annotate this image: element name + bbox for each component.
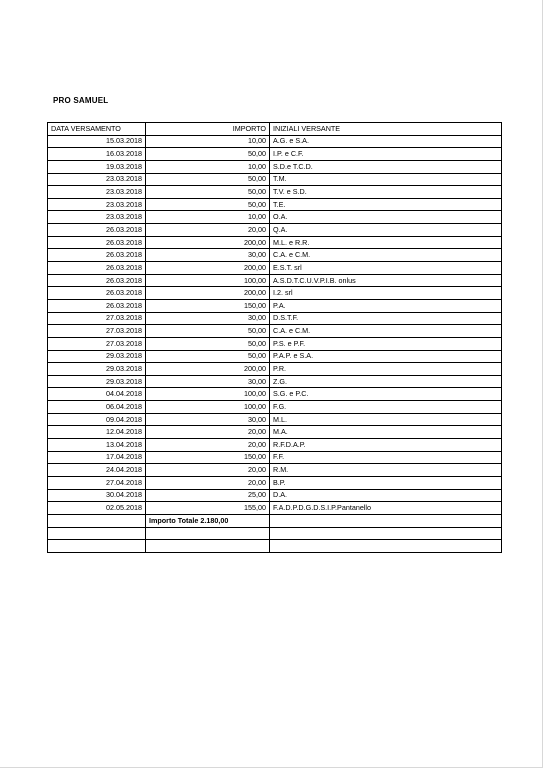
initials-cell: C.A. e C.M. <box>270 325 502 338</box>
table-row <box>48 337 502 350</box>
amount-cell: 10,00 <box>146 211 270 224</box>
amount-cell: 10,00 <box>146 135 270 148</box>
date-cell: 27.03.2018 <box>48 325 146 338</box>
date-cell: 13.04.2018 <box>48 439 146 452</box>
initials-cell: S.G. e P.C. <box>270 388 502 401</box>
date-cell: 16.03.2018 <box>48 148 146 161</box>
amount-cell: 50,00 <box>146 198 270 211</box>
date-cell: 29.03.2018 <box>48 375 146 388</box>
empty-cell <box>48 514 146 527</box>
amount-cell: 50,00 <box>146 186 270 199</box>
amount-cell: 200,00 <box>146 287 270 300</box>
table-row <box>48 312 502 325</box>
table-row <box>48 439 502 452</box>
initials-cell: I.2. srl <box>270 287 502 300</box>
amount-cell: 20,00 <box>146 224 270 237</box>
initials-cell: Q.A. <box>270 224 502 237</box>
donations-table <box>47 122 502 553</box>
amount-cell: 50,00 <box>146 337 270 350</box>
date-cell: 23.03.2018 <box>48 198 146 211</box>
initials-cell: S.D.e T.C.D. <box>270 160 502 173</box>
date-cell: 26.03.2018 <box>48 262 146 275</box>
amount-cell: 25,00 <box>146 489 270 502</box>
initials-cell: P.A.P. e S.A. <box>270 350 502 363</box>
initials-cell: F.F. <box>270 451 502 464</box>
table-row <box>48 350 502 363</box>
date-cell: 26.03.2018 <box>48 274 146 287</box>
empty-cell <box>48 540 146 553</box>
amount-cell: 150,00 <box>146 299 270 312</box>
date-cell: 23.03.2018 <box>48 211 146 224</box>
amount-cell: 155,00 <box>146 502 270 515</box>
empty-row <box>48 527 502 540</box>
date-cell: 26.03.2018 <box>48 224 146 237</box>
initials-cell: P.R. <box>270 363 502 376</box>
table-row <box>48 502 502 515</box>
empty-row <box>48 540 502 553</box>
date-cell: 17.04.2018 <box>48 451 146 464</box>
initials-cell: T.V. e S.D. <box>270 186 502 199</box>
date-cell: 24.04.2018 <box>48 464 146 477</box>
date-cell: 23.03.2018 <box>48 186 146 199</box>
initials-cell: M.A. <box>270 426 502 439</box>
column-header-initials: INIZIALI VERSANTE <box>270 123 502 136</box>
table-row <box>48 287 502 300</box>
column-header-date: DATA VERSAMENTO <box>48 123 146 136</box>
table-row <box>48 262 502 275</box>
initials-cell: F.A.D.P.D.G.D.S.I.P.Pantanello <box>270 502 502 515</box>
amount-cell: 50,00 <box>146 148 270 161</box>
amount-cell: 10,00 <box>146 160 270 173</box>
initials-cell: D.A. <box>270 489 502 502</box>
table-row <box>48 401 502 414</box>
date-cell: 02.05.2018 <box>48 502 146 515</box>
amount-cell: 30,00 <box>146 375 270 388</box>
initials-cell: R.M. <box>270 464 502 477</box>
empty-cell <box>146 540 270 553</box>
table-row <box>48 186 502 199</box>
table-header-row <box>48 123 502 136</box>
initials-cell: F.G. <box>270 401 502 414</box>
initials-cell: A.S.D.T.C.U.V.P.I.B. onlus <box>270 274 502 287</box>
empty-cell <box>270 540 502 553</box>
date-cell: 27.04.2018 <box>48 476 146 489</box>
amount-cell: 150,00 <box>146 451 270 464</box>
amount-cell: 100,00 <box>146 388 270 401</box>
table-row <box>48 363 502 376</box>
column-header-amount: IMPORTO <box>146 123 270 136</box>
date-cell: 29.03.2018 <box>48 363 146 376</box>
initials-cell: O.A. <box>270 211 502 224</box>
table-row <box>48 148 502 161</box>
amount-cell: 200,00 <box>146 262 270 275</box>
date-cell: 26.03.2018 <box>48 299 146 312</box>
initials-cell: E.S.T. srl <box>270 262 502 275</box>
table-row <box>48 451 502 464</box>
table-row <box>48 388 502 401</box>
amount-cell: 20,00 <box>146 464 270 477</box>
date-cell: 26.03.2018 <box>48 287 146 300</box>
initials-cell: Z.G. <box>270 375 502 388</box>
empty-cell <box>270 514 502 527</box>
amount-cell: 20,00 <box>146 439 270 452</box>
date-cell: 29.03.2018 <box>48 350 146 363</box>
initials-cell: A.G. e S.A. <box>270 135 502 148</box>
table-row <box>48 299 502 312</box>
table-row <box>48 135 502 148</box>
empty-cell <box>146 527 270 540</box>
amount-cell: 30,00 <box>146 249 270 262</box>
total-row <box>48 514 502 527</box>
table-body <box>48 123 502 553</box>
initials-cell: T.M. <box>270 173 502 186</box>
date-cell: 09.04.2018 <box>48 413 146 426</box>
date-cell: 27.03.2018 <box>48 312 146 325</box>
initials-cell: C.A. e C.M. <box>270 249 502 262</box>
date-cell: 19.03.2018 <box>48 160 146 173</box>
table-row <box>48 249 502 262</box>
empty-cell <box>270 527 502 540</box>
date-cell: 12.04.2018 <box>48 426 146 439</box>
initials-cell: T.E. <box>270 198 502 211</box>
amount-cell: 20,00 <box>146 426 270 439</box>
date-cell: 26.03.2018 <box>48 236 146 249</box>
initials-cell: I.P. e C.F. <box>270 148 502 161</box>
table-row <box>48 489 502 502</box>
initials-cell: R.F.D.A.P. <box>270 439 502 452</box>
amount-cell: 200,00 <box>146 363 270 376</box>
document-title: PRO SAMUEL <box>53 96 109 105</box>
initials-cell: P.S. e P.F. <box>270 337 502 350</box>
initials-cell: B.P. <box>270 476 502 489</box>
amount-cell: 200,00 <box>146 236 270 249</box>
date-cell: 23.03.2018 <box>48 173 146 186</box>
amount-cell: 50,00 <box>146 350 270 363</box>
table-row <box>48 198 502 211</box>
amount-cell: 50,00 <box>146 325 270 338</box>
amount-cell: 100,00 <box>146 401 270 414</box>
table-row <box>48 464 502 477</box>
table-row <box>48 476 502 489</box>
initials-cell: M.L. <box>270 413 502 426</box>
amount-cell: 100,00 <box>146 274 270 287</box>
date-cell: 27.03.2018 <box>48 337 146 350</box>
table-row <box>48 325 502 338</box>
date-cell: 26.03.2018 <box>48 249 146 262</box>
amount-cell: 50,00 <box>146 173 270 186</box>
total-amount: Importo Totale 2.180,00 <box>146 514 270 527</box>
initials-cell: M.L. e R.R. <box>270 236 502 249</box>
date-cell: 06.04.2018 <box>48 401 146 414</box>
table-row <box>48 173 502 186</box>
empty-cell <box>48 527 146 540</box>
table-row <box>48 375 502 388</box>
table-row <box>48 224 502 237</box>
amount-cell: 30,00 <box>146 413 270 426</box>
table-row <box>48 160 502 173</box>
table-row <box>48 426 502 439</box>
amount-cell: 30,00 <box>146 312 270 325</box>
table-row <box>48 274 502 287</box>
table-row <box>48 211 502 224</box>
initials-cell: P.A. <box>270 299 502 312</box>
initials-cell: D.S.T.F. <box>270 312 502 325</box>
table-row <box>48 413 502 426</box>
table-row <box>48 236 502 249</box>
date-cell: 30.04.2018 <box>48 489 146 502</box>
amount-cell: 20,00 <box>146 476 270 489</box>
date-cell: 15.03.2018 <box>48 135 146 148</box>
date-cell: 04.04.2018 <box>48 388 146 401</box>
